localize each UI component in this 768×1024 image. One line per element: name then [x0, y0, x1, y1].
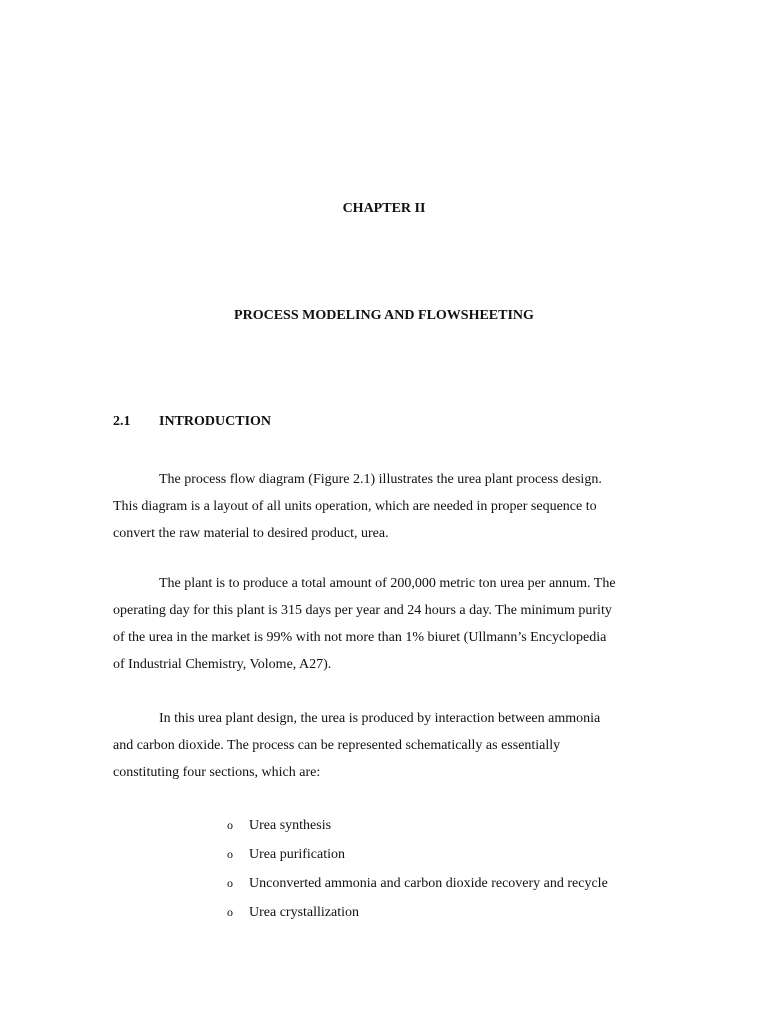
- paragraph-line: and carbon dioxide. The process can be represented schematically as essentially: [113, 738, 561, 753]
- section-title: INTRODUCTION: [159, 414, 272, 429]
- list-item: [227, 870, 608, 899]
- paragraph-line: The process flow diagram (Figure 2.1) illustrates the urea plant process design.: [159, 472, 602, 487]
- paragraph-line: operating day for this plant is 315 days per year and 24 hours a day. The minimum purity: [113, 603, 612, 618]
- chapter-title: PROCESS MODELING AND FLOWSHEETING: [234, 308, 534, 323]
- bullet-marker-icon: o: [227, 876, 233, 890]
- paragraph-line: This diagram is a layout of all units operation, which are needed in proper sequence to: [113, 499, 597, 514]
- paragraph-sections: [113, 705, 648, 786]
- paragraph-line: convert the raw material to desired product, urea.: [113, 526, 389, 541]
- list-item: [227, 841, 608, 870]
- bullet-marker-icon: o: [227, 905, 233, 919]
- paragraph-line: The plant is to produce a total amount of 200,000 metric ton urea per annum. The: [159, 576, 616, 591]
- list-item-text: Urea purification: [249, 847, 346, 862]
- paragraph-production: [113, 570, 648, 678]
- section-number: 2.1: [113, 414, 131, 429]
- list-item-text: Unconverted ammonia and carbon dioxide recovery and recycle: [249, 876, 608, 891]
- list-item-text: Urea crystallization: [249, 905, 360, 920]
- bullet-marker-icon: o: [227, 818, 233, 832]
- paragraph-line: constituting four sections, which are:: [113, 765, 321, 780]
- paragraph-line: of Industrial Chemistry, Volome, A27).: [113, 657, 332, 672]
- paragraph-line: of the urea in the market is 99% with not more than 1% biuret (Ullmann’s Encyclopedia: [113, 630, 607, 645]
- chapter-heading: CHAPTER II: [342, 201, 426, 216]
- section-list: [227, 812, 608, 928]
- paragraph-line: In this urea plant design, the urea is produced by interaction between ammonia: [159, 711, 601, 726]
- bullet-marker-icon: o: [227, 847, 233, 861]
- paragraph-intro: [113, 466, 648, 547]
- list-item: [227, 899, 608, 928]
- list-item: [227, 812, 608, 841]
- list-item-text: Urea synthesis: [249, 818, 332, 833]
